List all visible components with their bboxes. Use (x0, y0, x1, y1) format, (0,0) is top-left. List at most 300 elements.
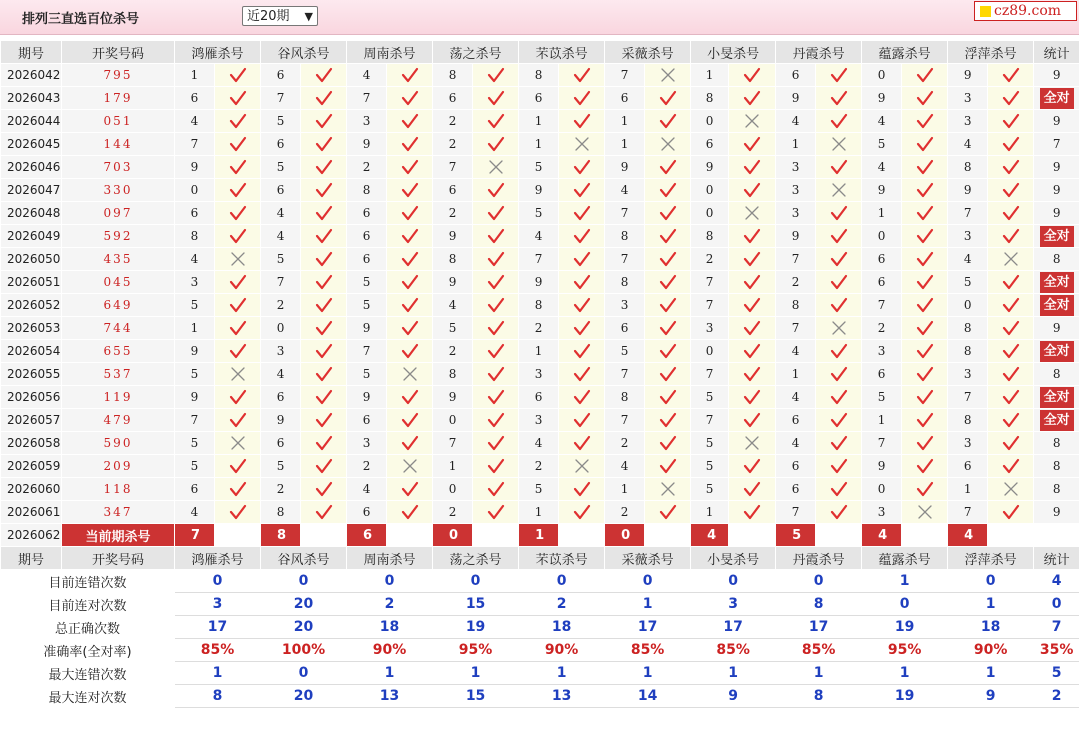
check-icon (229, 136, 247, 152)
check-icon (1002, 320, 1020, 336)
kill-number: 0 (862, 225, 902, 248)
stat-value: 15 (433, 593, 519, 616)
result-correct (387, 317, 433, 340)
result-correct (473, 179, 519, 202)
check-icon (487, 251, 505, 267)
result-correct (645, 317, 691, 340)
current-kill-value: 4 (948, 524, 988, 547)
stat-value: 1 (433, 662, 519, 685)
result-wrong (816, 133, 862, 156)
result-correct (301, 156, 347, 179)
check-icon (573, 297, 591, 313)
result-correct (902, 133, 948, 156)
draw-number: 655 (62, 340, 175, 363)
result-correct (902, 225, 948, 248)
result-correct (559, 386, 605, 409)
table-row (1, 179, 1079, 202)
result-correct (473, 202, 519, 225)
kill-number: 5 (691, 432, 729, 455)
kill-number: 5 (691, 478, 729, 501)
result-correct (387, 248, 433, 271)
check-icon (916, 297, 934, 313)
check-icon (229, 504, 247, 520)
check-icon (1002, 113, 1020, 129)
stat-value: 9 (948, 685, 1034, 708)
stat-value: 17 (605, 616, 691, 639)
check-icon (916, 159, 934, 175)
check-icon (1002, 136, 1020, 152)
kill-number: 7 (433, 156, 473, 179)
kill-number: 8 (261, 501, 301, 524)
result-correct (387, 179, 433, 202)
kill-number: 8 (347, 179, 387, 202)
result-wrong (988, 478, 1034, 501)
check-icon (743, 182, 761, 198)
row-stat: 9 (1034, 110, 1079, 133)
stat-value: 90% (519, 639, 605, 662)
kill-number: 7 (175, 409, 215, 432)
current-kill-blank (902, 524, 948, 547)
check-icon (573, 274, 591, 290)
kill-number: 1 (691, 501, 729, 524)
result-correct (559, 432, 605, 455)
result-correct (473, 64, 519, 87)
draw-number: 744 (62, 317, 175, 340)
result-correct (387, 340, 433, 363)
result-wrong (645, 133, 691, 156)
result-correct (816, 478, 862, 501)
col-header-issue: 期号 (1, 547, 62, 570)
kill-number: 5 (519, 478, 559, 501)
draw-number: 479 (62, 409, 175, 432)
kill-number: 6 (261, 386, 301, 409)
result-correct (473, 248, 519, 271)
kill-number: 3 (347, 110, 387, 133)
check-icon (743, 366, 761, 382)
kill-number: 2 (862, 317, 902, 340)
all-correct-badge: 全对 (1040, 387, 1074, 408)
col-header-expert: 芣苡杀号 (519, 41, 605, 64)
result-correct (559, 64, 605, 87)
issue-number: 2026061 (1, 501, 62, 524)
result-correct (301, 386, 347, 409)
result-correct (473, 386, 519, 409)
check-icon (573, 159, 591, 175)
result-correct (645, 294, 691, 317)
check-icon (830, 159, 848, 175)
result-correct (473, 432, 519, 455)
kill-number: 3 (948, 110, 988, 133)
stat-value: 0 (261, 662, 347, 685)
kill-number: 9 (862, 455, 902, 478)
kill-number: 2 (605, 432, 645, 455)
cross-icon (830, 320, 848, 336)
stat-value: 13 (519, 685, 605, 708)
check-icon (573, 90, 591, 106)
check-icon (573, 182, 591, 198)
check-icon (743, 251, 761, 267)
result-correct (902, 409, 948, 432)
stat-value: 95% (433, 639, 519, 662)
kill-number: 9 (519, 179, 559, 202)
kill-number: 8 (948, 317, 988, 340)
result-wrong (729, 110, 776, 133)
draw-number: 097 (62, 202, 175, 225)
result-correct (729, 87, 776, 110)
issue-number: 2026058 (1, 432, 62, 455)
result-correct (387, 64, 433, 87)
kill-number: 1 (433, 455, 473, 478)
row-stat (1034, 225, 1079, 248)
kill-number: 8 (605, 271, 645, 294)
top-bar (0, 0, 1079, 35)
cross-icon (1002, 251, 1020, 267)
check-icon (401, 343, 419, 359)
table-row (1, 110, 1079, 133)
check-icon (830, 251, 848, 267)
kill-number: 9 (948, 64, 988, 87)
result-correct (301, 409, 347, 432)
result-correct (729, 478, 776, 501)
col-header-expert: 鸿雁杀号 (175, 41, 261, 64)
table-row (1, 340, 1079, 363)
kill-number: 9 (347, 133, 387, 156)
kill-number: 0 (691, 110, 729, 133)
check-icon (573, 113, 591, 129)
check-icon (743, 228, 761, 244)
logo-square-icon (980, 6, 991, 17)
result-correct (816, 156, 862, 179)
check-icon (916, 90, 934, 106)
result-correct (559, 110, 605, 133)
result-correct (988, 225, 1034, 248)
result-correct (559, 156, 605, 179)
stat-total: 0 (1034, 593, 1079, 616)
stat-value: 0 (433, 570, 519, 593)
check-icon (916, 481, 934, 497)
check-icon (487, 366, 505, 382)
result-wrong (473, 156, 519, 179)
check-icon (315, 136, 333, 152)
stat-value: 19 (862, 616, 948, 639)
stat-value: 0 (519, 570, 605, 593)
kill-number: 6 (948, 455, 988, 478)
result-correct (301, 64, 347, 87)
stat-label: 最大连错次数 (1, 662, 175, 685)
table-row (1, 156, 1079, 179)
check-icon (1002, 504, 1020, 520)
check-icon (830, 113, 848, 129)
kill-number: 9 (175, 340, 215, 363)
chevron-down-icon: ▼ (304, 10, 313, 23)
kill-number: 1 (605, 133, 645, 156)
stat-label: 目前连错次数 (1, 570, 175, 593)
table-row (1, 432, 1079, 455)
stat-value: 2 (347, 593, 433, 616)
result-wrong (988, 248, 1034, 271)
kill-number: 4 (175, 501, 215, 524)
row-stat: 9 (1034, 202, 1079, 225)
period-select[interactable] (242, 6, 318, 26)
kill-number: 6 (261, 133, 301, 156)
check-icon (659, 343, 677, 359)
kill-number: 7 (862, 432, 902, 455)
check-icon (573, 366, 591, 382)
kill-number: 3 (862, 340, 902, 363)
col-header-expert: 采薇杀号 (605, 41, 691, 64)
col-header-expert: 浮萍杀号 (948, 547, 1034, 570)
result-correct (473, 87, 519, 110)
kill-number: 5 (261, 455, 301, 478)
result-correct (988, 133, 1034, 156)
all-correct-badge: 全对 (1040, 410, 1074, 431)
check-icon (487, 136, 505, 152)
result-correct (988, 202, 1034, 225)
stat-label: 最大连对次数 (1, 685, 175, 708)
issue-number: 2026049 (1, 225, 62, 248)
check-icon (1002, 458, 1020, 474)
result-correct (301, 317, 347, 340)
kill-number: 4 (519, 432, 559, 455)
check-icon (659, 389, 677, 405)
kill-number: 2 (605, 501, 645, 524)
check-icon (401, 435, 419, 451)
check-icon (659, 113, 677, 129)
kill-number: 7 (948, 386, 988, 409)
cross-icon (229, 251, 247, 267)
kill-number: 1 (776, 363, 816, 386)
check-icon (830, 366, 848, 382)
cross-icon (401, 366, 419, 382)
result-correct (473, 409, 519, 432)
check-icon (401, 159, 419, 175)
check-icon (743, 90, 761, 106)
kill-number: 2 (433, 340, 473, 363)
check-icon (916, 389, 934, 405)
stat-value: 17 (175, 616, 261, 639)
check-icon (830, 481, 848, 497)
kill-number: 9 (175, 156, 215, 179)
result-correct (902, 340, 948, 363)
result-correct (559, 202, 605, 225)
issue-number: 2026055 (1, 363, 62, 386)
kill-number: 9 (519, 271, 559, 294)
result-wrong (559, 455, 605, 478)
stat-value: 1 (605, 662, 691, 685)
result-correct (729, 225, 776, 248)
result-correct (645, 386, 691, 409)
site-logo[interactable] (974, 1, 1077, 21)
result-correct (559, 478, 605, 501)
issue-number: 2026050 (1, 248, 62, 271)
result-correct (387, 386, 433, 409)
result-wrong (215, 248, 261, 271)
result-correct (215, 156, 261, 179)
check-icon (315, 504, 333, 520)
check-icon (487, 205, 505, 221)
kill-number: 7 (433, 432, 473, 455)
check-icon (229, 113, 247, 129)
result-correct (902, 432, 948, 455)
draw-number: 051 (62, 110, 175, 133)
col-header-expert: 采薇杀号 (605, 547, 691, 570)
kill-number: 5 (175, 455, 215, 478)
issue-number: 2026043 (1, 87, 62, 110)
result-correct (473, 317, 519, 340)
check-icon (315, 458, 333, 474)
result-correct (729, 133, 776, 156)
result-correct (387, 294, 433, 317)
table-row (1, 64, 1079, 87)
stat-value: 20 (261, 593, 347, 616)
result-correct (645, 248, 691, 271)
kill-number: 4 (605, 455, 645, 478)
kill-number: 5 (433, 317, 473, 340)
result-correct (559, 317, 605, 340)
kill-number: 6 (776, 455, 816, 478)
result-correct (559, 271, 605, 294)
result-correct (816, 202, 862, 225)
check-icon (659, 228, 677, 244)
result-correct (301, 271, 347, 294)
check-icon (401, 274, 419, 290)
check-icon (229, 205, 247, 221)
draw-number: 179 (62, 87, 175, 110)
kill-number: 2 (519, 317, 559, 340)
stat-value: 8 (776, 685, 862, 708)
kill-number: 3 (175, 271, 215, 294)
current-kill-blank (473, 524, 519, 547)
check-icon (830, 504, 848, 520)
result-correct (988, 363, 1034, 386)
kill-number: 2 (433, 202, 473, 225)
check-icon (573, 504, 591, 520)
current-kill-value: 4 (691, 524, 729, 547)
stat-value: 9 (691, 685, 776, 708)
kill-number: 2 (433, 501, 473, 524)
row-stat: 9 (1034, 317, 1079, 340)
cross-icon (229, 435, 247, 451)
check-icon (1002, 159, 1020, 175)
result-correct (988, 110, 1034, 133)
kill-number: 4 (605, 179, 645, 202)
result-correct (729, 179, 776, 202)
kill-number: 6 (605, 317, 645, 340)
result-correct (816, 294, 862, 317)
kill-number: 0 (261, 317, 301, 340)
kill-number: 7 (347, 340, 387, 363)
kill-number: 5 (691, 455, 729, 478)
kill-number: 6 (862, 248, 902, 271)
stat-value: 15 (433, 685, 519, 708)
result-correct (301, 248, 347, 271)
result-correct (988, 501, 1034, 524)
kill-number: 7 (261, 271, 301, 294)
kill-number: 5 (519, 156, 559, 179)
kill-number: 3 (948, 363, 988, 386)
check-icon (659, 320, 677, 336)
stat-value: 13 (347, 685, 433, 708)
result-correct (215, 271, 261, 294)
row-stat: 8 (1034, 478, 1079, 501)
kill-number: 6 (691, 133, 729, 156)
stat-value: 19 (433, 616, 519, 639)
kill-number: 0 (691, 179, 729, 202)
kill-number: 3 (519, 409, 559, 432)
result-correct (215, 340, 261, 363)
kill-number: 0 (691, 202, 729, 225)
result-correct (988, 340, 1034, 363)
result-correct (645, 179, 691, 202)
check-icon (315, 67, 333, 83)
check-icon (315, 343, 333, 359)
kill-number: 6 (261, 179, 301, 202)
result-correct (645, 156, 691, 179)
kill-number: 7 (691, 409, 729, 432)
col-header-expert: 丹霞杀号 (776, 41, 862, 64)
row-stat: 9 (1034, 501, 1079, 524)
check-icon (573, 412, 591, 428)
stat-value: 0 (261, 570, 347, 593)
check-icon (229, 320, 247, 336)
kill-number: 6 (347, 225, 387, 248)
kill-number: 9 (175, 386, 215, 409)
check-icon (229, 458, 247, 474)
check-icon (229, 481, 247, 497)
result-wrong (729, 432, 776, 455)
kill-number: 2 (519, 455, 559, 478)
result-correct (387, 202, 433, 225)
kill-number: 3 (776, 156, 816, 179)
kill-number: 8 (776, 294, 816, 317)
stat-total: 35% (1034, 639, 1079, 662)
result-correct (215, 386, 261, 409)
kill-number: 1 (605, 110, 645, 133)
check-icon (315, 412, 333, 428)
issue-number: 2026042 (1, 64, 62, 87)
table-row (1, 455, 1079, 478)
result-correct (301, 455, 347, 478)
stat-value: 1 (862, 662, 948, 685)
kill-number: 4 (948, 133, 988, 156)
kill-number: 8 (691, 87, 729, 110)
result-correct (301, 340, 347, 363)
check-icon (916, 274, 934, 290)
current-kill-blank (729, 524, 776, 547)
check-icon (315, 228, 333, 244)
kill-number: 7 (605, 409, 645, 432)
kill-number: 5 (862, 386, 902, 409)
check-icon (659, 159, 677, 175)
stat-row (1, 616, 1079, 639)
current-stat-blank (1034, 524, 1079, 547)
check-icon (487, 67, 505, 83)
stat-value: 85% (605, 639, 691, 662)
result-correct (473, 133, 519, 156)
kill-number: 9 (691, 156, 729, 179)
result-correct (559, 363, 605, 386)
check-icon (743, 481, 761, 497)
check-icon (401, 504, 419, 520)
kill-number: 0 (433, 478, 473, 501)
check-icon (315, 366, 333, 382)
table-row (1, 225, 1079, 248)
kill-number: 9 (261, 409, 301, 432)
stat-value: 90% (347, 639, 433, 662)
kill-number: 3 (691, 317, 729, 340)
check-icon (743, 320, 761, 336)
kill-number: 2 (691, 248, 729, 271)
